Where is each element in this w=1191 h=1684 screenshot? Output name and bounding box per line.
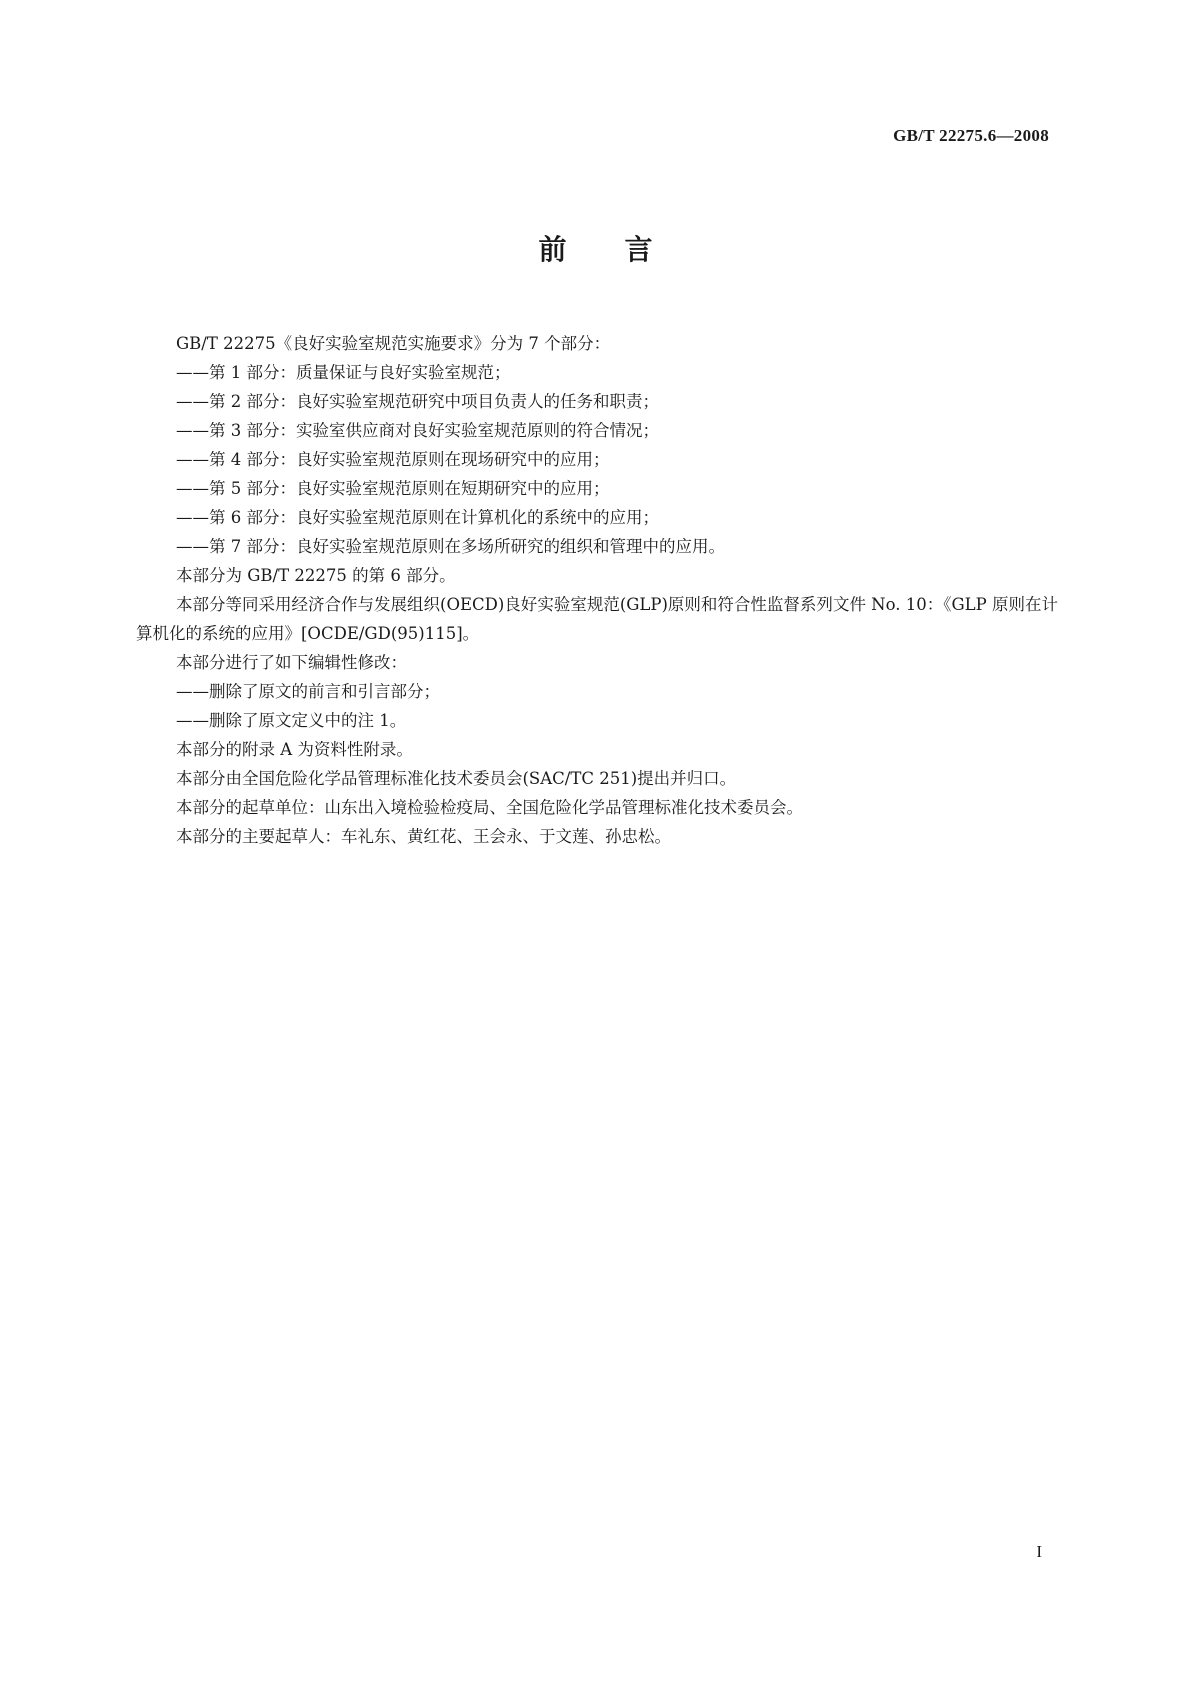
list-item-modification-1: ——删除了原文的前言和引言部分；: [176, 682, 440, 701]
paragraph-drafting-units: 本部分的起草单位：山东出入境检验检疫局、全国危险化学品管理标准化技术委员会。: [176, 798, 803, 817]
list-item-part-7: ——第 7 部分：良好实验室规范原则在多场所研究的组织和管理中的应用。: [176, 537, 725, 556]
paragraph-modifications: 本部分进行了如下编辑性修改：: [176, 653, 407, 672]
list-item-modification-2: ——删除了原文定义中的注 1。: [176, 711, 407, 730]
paragraph-proposer: 本部分由全国危险化学品管理标准化技术委员会(SAC/TC 251)提出并归口。: [176, 769, 737, 788]
list-item-part-1: ——第 1 部分：质量保证与良好实验室规范；: [176, 363, 511, 382]
paragraph-annex: 本部分的附录 A 为资料性附录。: [176, 740, 413, 759]
list-item-part-3: ——第 3 部分：实验室供应商对良好实验室规范原则的符合情况；: [176, 421, 659, 440]
page-number: I: [1036, 1542, 1042, 1561]
list-item-part-2: ——第 2 部分：良好实验室规范研究中项目负责人的任务和职责；: [176, 392, 659, 411]
paragraph-this-part: 本部分为 GB/T 22275 的第 6 部分。: [176, 566, 456, 585]
list-item-part-6: ——第 6 部分：良好实验室规范原则在计算机化的系统中的应用；: [176, 508, 659, 527]
paragraph-drafters: 本部分的主要起草人：车礼东、黄红花、王会永、于文莲、孙忠松。: [176, 827, 671, 846]
standard-number: GB/T 22275.6—2008: [893, 126, 1049, 145]
list-item-part-4: ——第 4 部分：良好实验室规范原则在现场研究中的应用；: [176, 450, 610, 469]
foreword-body: [136, 329, 1058, 851]
paragraph-intro: GB/T 22275《良好实验室规范实施要求》分为 7 个部分：: [176, 334, 611, 353]
list-item-part-5: ——第 5 部分：良好实验室规范原则在短期研究中的应用；: [176, 479, 610, 498]
paragraph-adoption: 本部分等同采用经济合作与发展组织(OECD)良好实验室规范(GLP)原则和符合性监督系列文件 No. 10：《GLP 原则在计算机化的系统的应用》[OCDE/GD(95)115]。: [136, 595, 1058, 643]
page-title: 前言: [538, 233, 711, 266]
